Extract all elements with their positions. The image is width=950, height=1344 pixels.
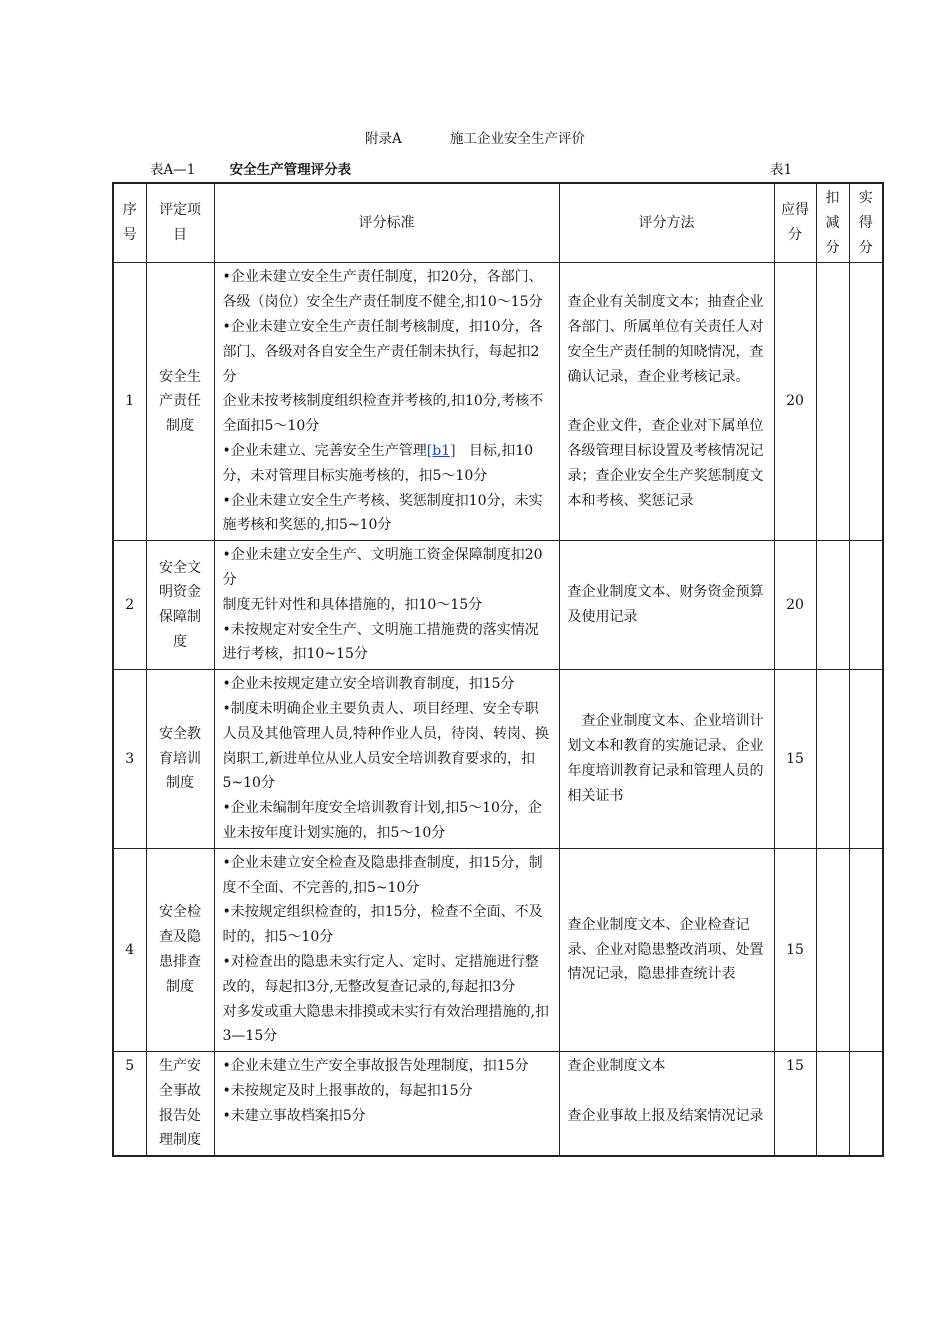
spacer — [568, 389, 766, 414]
criteria-line: •企业未编制年度安全培训教育计划,扣5～10分，企业未按年度计划实施的，扣5～10分 — [222, 800, 542, 841]
criteria-line: 对多发或重大隐患未排摸或未实行有效治理措施的,扣3—15分 — [222, 1003, 549, 1045]
table-row — [113, 848, 883, 1051]
row-seq: 1 — [113, 263, 146, 541]
criteria-line: •企业未建立安全生产考核、奖惩制度扣10分，未实施考核和奖惩的,扣5~10分 — [222, 492, 543, 534]
criteria-line: •企业未建立安全生产责任制度，扣20分，各部门、各级（岗位）安全生产责任制度不健全,扣10～15分 — [222, 269, 543, 311]
method-line: 查企业制度文本 — [567, 1058, 666, 1075]
col-deduct-score: 扣减分 — [816, 183, 849, 263]
row-seq: 4 — [113, 848, 146, 1051]
col-actual-score: 实得分 — [849, 183, 883, 263]
criteria-line: •未按规定及时上报事故的，每起扣15分 — [222, 1082, 473, 1099]
row-should-score: 15 — [774, 848, 816, 1051]
criteria-line: •未按规定对安全生产、文明施工措施费的落实情况进行考核，扣10~15分 — [222, 621, 539, 663]
table-number: 表1 — [770, 162, 793, 178]
row-criteria — [214, 670, 559, 849]
row-seq: 2 — [113, 541, 146, 670]
criteria-line: •对检查出的隐患未实行定人、定时、定措施进行整改的，每起扣3分,无整改复查记录的,每起扣3分 — [222, 953, 539, 995]
row-criteria — [214, 848, 559, 1051]
table-row — [113, 541, 883, 670]
row-seq: 5 — [113, 1052, 146, 1157]
table-title: 安全生产管理评分表 — [229, 162, 352, 178]
col-item: 评定项目 — [146, 183, 214, 263]
row-actual-score[interactable] — [849, 848, 883, 1051]
table-id: 表A—1 — [150, 162, 196, 178]
criteria-line: •企业未建立安全检查及隐患排查制度，扣15分，制度不全面、不完善的,扣5~10分 — [222, 854, 543, 896]
criteria-line: •未建立事故档案扣5分 — [222, 1107, 366, 1124]
row-item: 安全文明资金保障制度 — [146, 541, 214, 670]
row-method — [559, 1052, 774, 1157]
row-should-score: 15 — [774, 670, 816, 849]
appendix-heading — [0, 127, 950, 147]
row-actual-score[interactable] — [849, 541, 883, 670]
criteria-line: •未按规定组织检查的，扣15分，检查不全面、不及时的，扣5～10分 — [222, 904, 543, 946]
row-deduct-score[interactable] — [816, 670, 849, 849]
col-method: 评分方法 — [559, 183, 774, 263]
spacer — [568, 1079, 766, 1104]
row-actual-score[interactable] — [849, 1052, 883, 1157]
row-item: 安全教育培训制度 — [146, 670, 214, 849]
row-method — [559, 848, 774, 1051]
row-criteria — [214, 541, 559, 670]
criteria-line: •企业未按规定建立安全培训教育制度，扣15分 — [222, 676, 515, 693]
appendix-label: 附录A — [364, 131, 402, 147]
row-item: 安全检查及隐患排查制度 — [146, 848, 214, 1051]
row-should-score: 20 — [774, 541, 816, 670]
row-criteria — [214, 263, 559, 541]
criteria-line: •企业未建立安全生产责任制考核制度，扣10分，各部门、各级对各自安全生产责任制未执行，每起扣2分 — [222, 318, 543, 385]
row-deduct-score[interactable] — [816, 1052, 849, 1157]
criteria-line: •企业未建立安全生产、文明施工资金保障制度扣20分 — [222, 547, 543, 588]
row-should-score: 20 — [774, 263, 816, 541]
method-line: 查企业文件，查企业对下属单位各级管理目标设置及考核情况记录；查企业安全生产奖惩制度文本和考核、奖惩记录 — [567, 418, 764, 509]
col-seq: 序号 — [113, 183, 146, 263]
method-line: 查企业事故上报及结案情况记录 — [567, 1107, 764, 1124]
table-row — [113, 1052, 883, 1157]
table-row — [113, 670, 883, 849]
criteria-line — [223, 439, 551, 489]
criteria-line: 制度无针对性和具体措施的，扣10～15分 — [222, 596, 483, 613]
row-actual-score[interactable] — [849, 670, 883, 849]
row-should-score: 15 — [774, 1052, 816, 1157]
criteria-text: •企业未建立、完善安全生产管理 — [222, 442, 427, 459]
criteria-line: 企业未按考核制度组织检查并考核的,扣10分,考核不全面扣5～10分 — [222, 393, 544, 435]
row-item: 安全生产责任制度 — [146, 263, 214, 541]
row-criteria — [214, 1052, 559, 1157]
table-caption — [150, 158, 351, 178]
row-method — [559, 541, 774, 670]
row-item: 生产安全事故报告处理制度 — [146, 1052, 214, 1157]
safety-management-score-table — [112, 182, 884, 1157]
method-line: 查企业制度文本、财务资金预算及使用记录 — [567, 584, 764, 626]
col-criteria: 评分标准 — [214, 183, 559, 263]
method-line: 查企业制度文本、企业培训计划文本和教育的实施记录、企业年度培训教育记录和管理人员的相关证书 — [567, 713, 764, 804]
appendix-title: 施工企业安全生产评价 — [450, 131, 586, 147]
row-deduct-score[interactable] — [816, 848, 849, 1051]
row-deduct-score[interactable] — [816, 263, 849, 541]
criteria-line: •企业未建立生产安全事故报告处理制度，扣15分 — [222, 1058, 529, 1075]
col-should-score: 应得分 — [774, 183, 816, 263]
row-seq: 3 — [113, 670, 146, 849]
table-row — [113, 263, 883, 541]
row-method — [559, 263, 774, 541]
header-row — [113, 183, 883, 263]
row-method — [559, 670, 774, 849]
row-actual-score[interactable] — [849, 263, 883, 541]
comment-link[interactable]: [b1] — [426, 442, 456, 459]
criteria-text: 目标,扣10分，未对管理目标实施考核的，扣5～10分 — [222, 442, 534, 484]
criteria-line: •制度未明确企业主要负责人、项目经理、安全专职人员及其他管理人员,特种作业人员，待岗、转岗、换岗职工,新进单位从业人员安全培训教育要求的，扣5~10分 — [222, 700, 549, 792]
method-line: 查企业制度文本、企业检查记录、企业对隐患整改消项、处置情况记录，隐患排查统计表 — [567, 916, 764, 983]
method-line: 查企业有关制度文本；抽查企业各部门、所属单位有关责任人对安全生产责任制的知晓情况，查确认记录，查企业考核记录。 — [567, 294, 764, 385]
row-deduct-score[interactable] — [816, 541, 849, 670]
